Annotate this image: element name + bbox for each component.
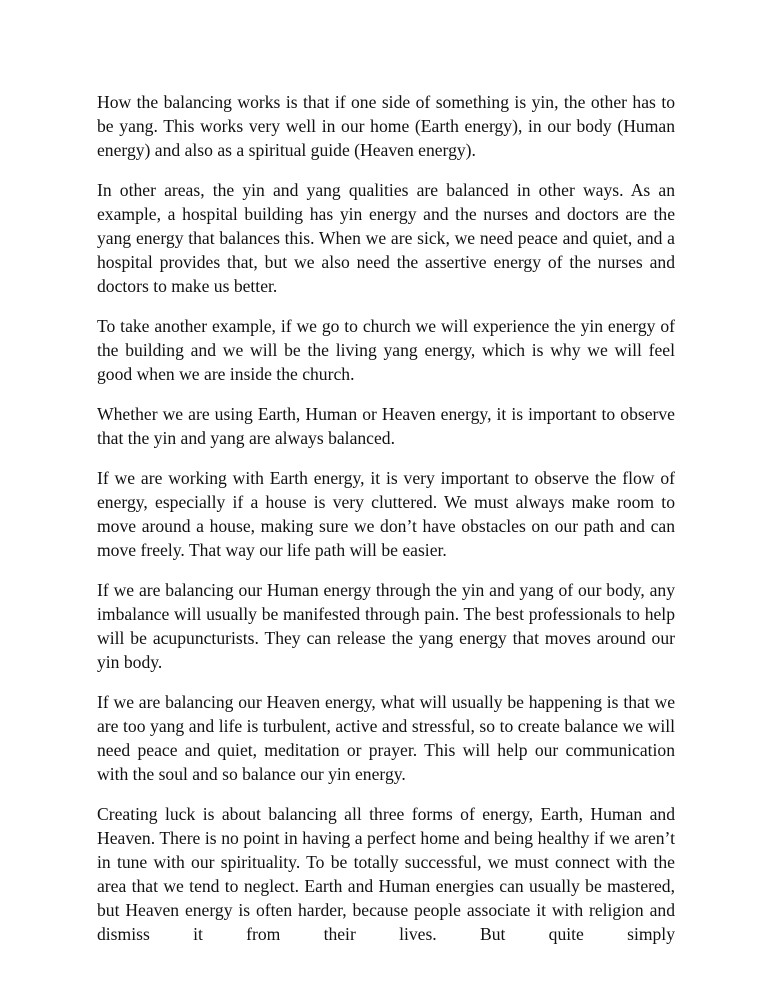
paragraph-hospital-example: In other areas, the yin and yang qualities are balanced in other ways. As an example, a hospital building has yin energy and the nurses and doctors are the yang energy that balances this. When we are sick, we need peace and quiet, and a hospital provides that, but we also need the assertive energy of the nurses and doctors to make us better. <box>97 180 675 296</box>
paragraph-human-energy: If we are balancing our Human energy through the yin and yang of our body, any imbalance will usually be manifested through pain. The best professionals to help will be acupuncturists. They can release the yang energy that moves around our yin body. <box>97 580 675 672</box>
paragraph-heaven-energy: If we are balancing our Heaven energy, what will usually be happening is that we are too yang and life is turbulent, active and stressful, so to create balance we will need peace and quiet, meditation or prayer. This will help our communication with the soul and so balance our yin energy. <box>97 692 675 784</box>
body-text <box>97 90 675 946</box>
paragraph-creating-luck: Creating luck is about balancing all three forms of energy, Earth, Human and Heaven. There is no point in having a perfect home and being healthy if we aren’t in tune with our spirituality. To be totally successful, we must connect with the area that we tend to neglect. Earth and Human energies can usually be mastered, but Heaven energy is often harder, because people associate it with religion and dismiss it from their lives. But quite simply <box>97 804 675 944</box>
paragraph-church-example: To take another example, if we go to church we will experience the yin energy of the building and we will be the living yang energy, which is why we will feel good when we are inside the church. <box>97 316 675 384</box>
paragraph-balancing: How the balancing works is that if one side of something is yin, the other has to be yang. This works very well in our home (Earth energy), in our body (Human energy) and also as a spiritual guide (Heaven energy). <box>97 92 675 160</box>
paragraph-always-balanced: Whether we are using Earth, Human or Heaven energy, it is important to observe that the yin and yang are always balanced. <box>97 404 675 448</box>
paragraph-earth-energy: If we are working with Earth energy, it is very important to observe the flow of energy, especially if a house is very cluttered. We must always make room to move around a house, making sure we don’t have obstacles on our path and can move freely. That way our life path will be easier. <box>97 468 675 560</box>
